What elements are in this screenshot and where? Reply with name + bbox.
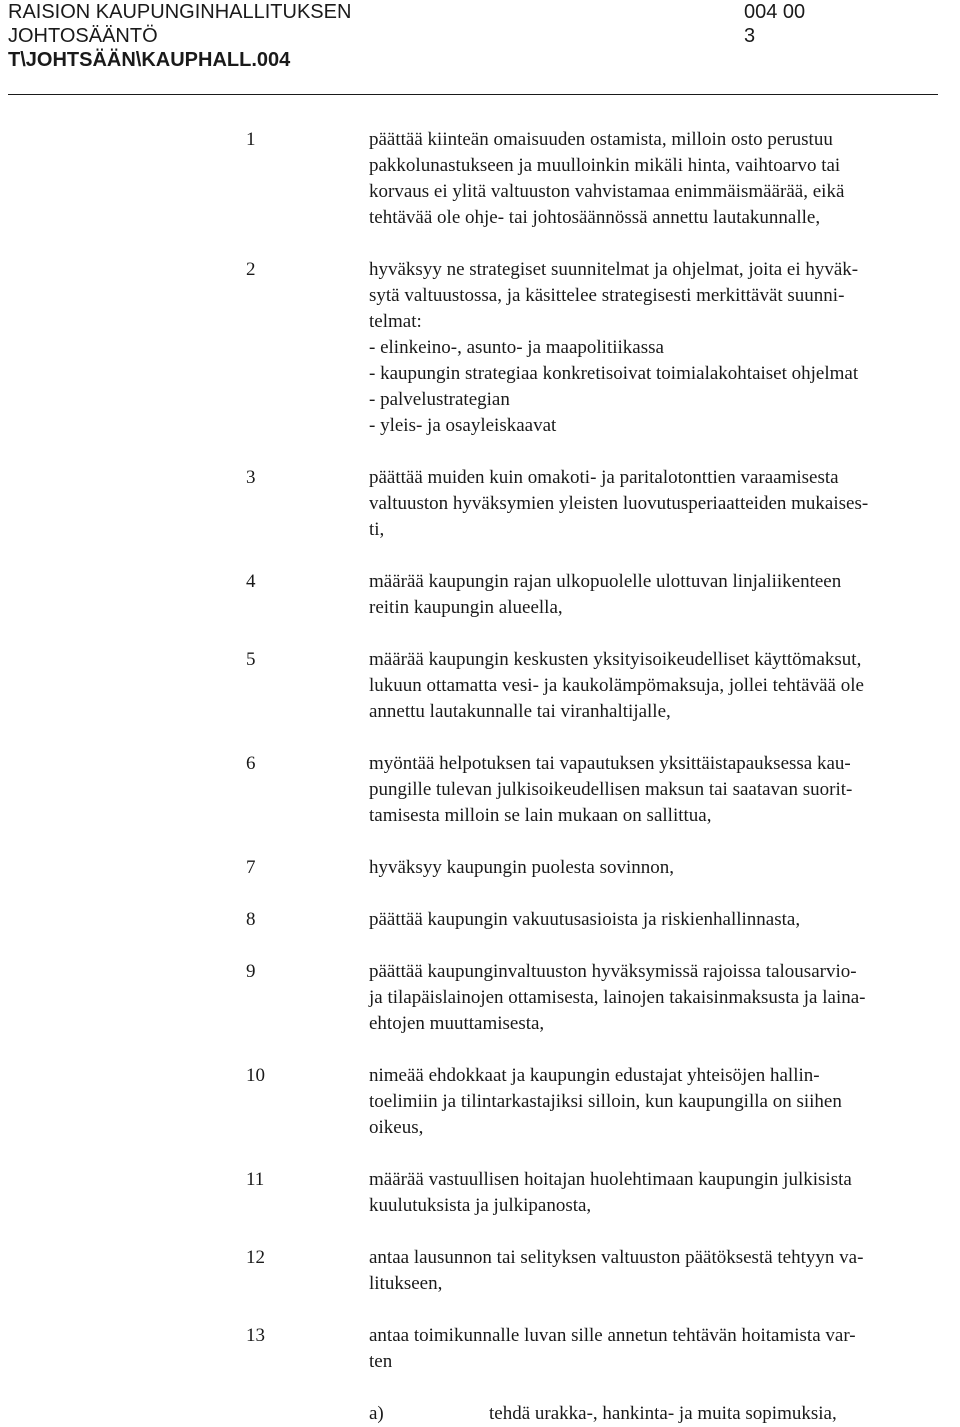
item-text <box>369 1323 953 1375</box>
page-number: 3 <box>744 25 756 47</box>
item-text-line: litukseen, <box>369 1273 443 1294</box>
item-text-line: ti, <box>369 519 385 540</box>
item-text-line: reitin kaupungin alueella, <box>369 597 563 618</box>
list-item <box>0 1167 960 1219</box>
item-text-line: pungille tulevan julkisoikeudellisen maksun tai saatavan suorit- <box>369 779 853 800</box>
item-text-line: lukuun ottamatta vesi- ja kaukolämpömaksuja, jollei tehtävää ole <box>369 675 864 696</box>
item-text-line: - palvelustrategian <box>369 389 510 410</box>
item-text-line: myöntää helpotuksen tai vapautuksen yksittäistapauksessa kau- <box>369 753 851 774</box>
list-item <box>0 1323 960 1375</box>
item-text <box>369 465 953 543</box>
item-number: 2 <box>246 259 256 280</box>
item-text <box>369 855 953 881</box>
item-text-line: määrää kaupungin rajan ulkopuolelle ulottuvan linjaliikenteen <box>369 571 842 592</box>
item-text-line: antaa lausunnon tai selityksen valtuuston päätöksestä tehtyyn va- <box>369 1247 864 1268</box>
item-text-line: päättää kiinteän omaisuuden ostamista, milloin osto perustuu <box>369 129 833 150</box>
item-text-line: - yleis- ja osayleiskaavat <box>369 415 557 436</box>
document-title: JOHTOSÄÄNTÖ <box>8 25 158 47</box>
item-text-line: tamisesta milloin se lain mukaan on sallittua, <box>369 805 712 826</box>
item-number: 11 <box>246 1169 265 1190</box>
list-item <box>0 257 960 439</box>
item-text <box>369 1245 953 1297</box>
file-path: T\JOHTSÄÄN\KAUPHALL.004 <box>8 49 291 71</box>
item-text <box>369 751 953 829</box>
item-text-line: oikeus, <box>369 1117 424 1138</box>
item-text-line: valtuuston hyväksymien yleisten luovutusperiaatteiden mukaises- <box>369 493 869 514</box>
item-text <box>369 569 953 621</box>
item-number: 4 <box>246 571 256 592</box>
list-item <box>0 569 960 621</box>
item-number: 3 <box>246 467 256 488</box>
document-code: 004 00 <box>744 1 806 23</box>
item-number: 8 <box>246 909 256 930</box>
item-text-line: päättää kaupungin vakuutusasioista ja riskienhallinnasta, <box>369 909 801 930</box>
item-text-line: ten <box>369 1351 393 1372</box>
sub-item-label: a) <box>369 1403 384 1424</box>
item-text <box>369 647 953 725</box>
list-item <box>0 647 960 725</box>
document-header <box>8 0 938 72</box>
item-text-line: telmat: <box>369 311 422 332</box>
list-item <box>0 465 960 543</box>
item-text-line: - kaupungin strategiaa konkretisoivat toimialakohtaiset ohjelmat <box>369 363 859 384</box>
organization-name: RAISION KAUPUNGINHALLITUKSEN <box>8 1 352 23</box>
header-row-1 <box>8 0 938 24</box>
list-item <box>0 127 960 231</box>
item-text-line: nimeää ehdokkaat ja kaupungin edustajat yhteisöjen hallin- <box>369 1065 820 1086</box>
item-text-line: - elinkeino-, asunto- ja maapolitiikassa <box>369 337 664 358</box>
item-text <box>369 257 953 439</box>
item-text-line: ehtojen muuttamisesta, <box>369 1013 545 1034</box>
item-text-line: tehtävää ole ohje- tai johtosäännössä annettu lautakunnalle, <box>369 207 821 228</box>
item-text-line: sytä valtuustossa, ja käsittelee strategisesti merkittävät suunni- <box>369 285 845 306</box>
item-text-line: toelimiin ja tilintarkastajiksi silloin, kun kaupungilla on siihen <box>369 1091 842 1112</box>
list-item <box>0 1245 960 1297</box>
item-number: 12 <box>246 1247 265 1268</box>
item-text-line: päättää kaupunginvaltuuston hyväksymissä rajoissa talousarvio- <box>369 961 857 982</box>
item-text <box>369 907 953 933</box>
item-number: 9 <box>246 961 256 982</box>
item-text-line: annettu lautakunnalle tai viranhaltijalle, <box>369 701 671 722</box>
item-text-line: antaa toimikunnalle luvan sille annetun tehtävän hoitamista var- <box>369 1325 856 1346</box>
list-item <box>0 907 960 933</box>
list-item <box>0 1063 960 1141</box>
item-text-line: korvaus ei ylitä valtuuston vahvistamaa enimmäismäärää, eikä <box>369 181 845 202</box>
item-text-line: kuulutuksista ja julkipanosta, <box>369 1195 592 1216</box>
numbered-list <box>0 127 960 1427</box>
header-row-3 <box>8 48 938 72</box>
item-text-line: hyväksyy kaupungin puolesta sovinnon, <box>369 857 675 878</box>
list-item <box>0 959 960 1037</box>
sub-list-item <box>0 1401 960 1427</box>
sub-item-text: tehdä urakka-, hankinta- ja muita sopimuksia, <box>489 1403 837 1424</box>
list-item <box>0 855 960 881</box>
header-divider <box>8 94 938 95</box>
item-text-line: määrää vastuullisen hoitajan huolehtimaan kaupungin julkisista <box>369 1169 852 1190</box>
header-row-2 <box>8 24 938 48</box>
item-text <box>369 1063 953 1141</box>
item-number: 10 <box>246 1065 265 1086</box>
item-text-line: hyväksyy ne strategiset suunnitelmat ja ohjelmat, joita ei hyväk- <box>369 259 859 280</box>
item-text <box>369 1167 953 1219</box>
item-number: 1 <box>246 129 256 150</box>
item-text <box>369 959 953 1037</box>
item-number: 6 <box>246 753 256 774</box>
item-number: 7 <box>246 857 256 878</box>
item-text <box>369 127 953 231</box>
item-text-line: määrää kaupungin keskusten yksityisoikeudelliset käyttömaksut, <box>369 649 862 670</box>
item-text-line: ja tilapäislainojen ottamisesta, lainojen takaisinmaksusta ja laina- <box>369 987 866 1008</box>
item-number: 5 <box>246 649 256 670</box>
item-text-line: päättää muiden kuin omakoti- ja paritalotonttien varaamisesta <box>369 467 839 488</box>
list-item <box>0 751 960 829</box>
item-text-line: pakkolunastukseen ja muulloinkin mikäli hinta, vaihtoarvo tai <box>369 155 841 176</box>
item-number: 13 <box>246 1325 265 1346</box>
